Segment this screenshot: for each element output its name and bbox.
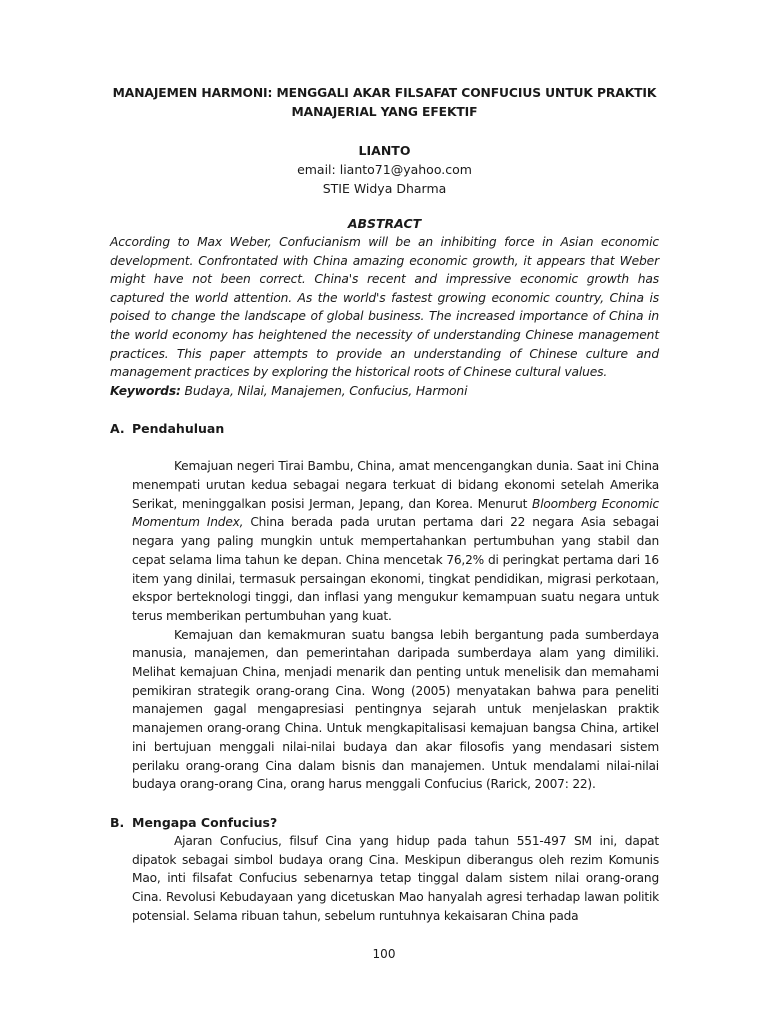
section-a-p1-italic: Bloomberg Economic Momentum Index, (132, 496, 659, 530)
keywords-label: Keywords: (110, 383, 181, 398)
paper-page (110, 84, 659, 926)
title-line-1: MANAJEMEN HARMONI: MENGGALI AKAR FILSAFAT CONFUCIUS UNTUK PRAKTIK (112, 86, 657, 100)
author-affiliation: STIE Widya Dharma (322, 181, 447, 196)
section-a-paragraph-1 (132, 457, 659, 625)
section-b-paragraph-1: Ajaran Confucius, filsuf Cina yang hidup pada tahun 551-497 SM ini, dapat dipatok sebagai simbol budaya orang Cina. Meskipun diberangus oleh rezim Komunis Mao, inti filsafat Confucius sebenarnya tetap tinggal dalam sistem nilai orang-orang Cina. Revolusi Kebudayaan yang dicetuskan Mao hanyalah agresi terhadap lawan politik potensial. Selama ribuan tahun, sebelum runtuhnya kekaisaran China pada (132, 834, 659, 923)
section-a-title: Pendahuluan (132, 421, 225, 437)
page-number: 100 (372, 947, 396, 961)
author-name: LIANTO (358, 143, 411, 158)
keywords-line (110, 382, 659, 401)
section-b-title: Mengapa Confucius? (132, 815, 278, 830)
abstract-heading: ABSTRACT (347, 216, 422, 231)
section-a-heading (110, 419, 659, 438)
title-line-2: MANAJERIAL YANG EFEKTIF (291, 105, 478, 119)
abstract-text: According to Max Weber, Confucianism will be an inhibiting force in Asian economic development. Confrontated with China amazing economic growth, it appears that Weber might have not been correct. China's recent and impressive economic growth has captured the world attention. As the world's fastest growing economic country, China is poised to change the landscape of global business. The increased importance of China in the world economy has heightened the necessity of understanding Chinese management practices. This paper attempts to provide an understanding of Chinese culture and management practices by exploring the historical roots of Chinese cultural values. (110, 235, 659, 380)
section-b-heading (110, 813, 659, 832)
section-a-p1-text-2: China berada pada urutan pertama dari 22 negara Asia sebagai negara yang paling mungkin untuk mempertahankan pertumbuhan yang stabil dan cepat selama lima tahun ke depan. China mencetak 76,2% di peringkat pertama dari 16 item yang dinilai, termasuk persaingan ekonomi, tingkat pendidikan, migrasi perkotaan, ekspor berteknologi tinggi, dan inflasi yang mengukur kemampuan suatu negara untuk terus memberikan pertumbuhan yang kuat. (132, 515, 659, 623)
section-a-p1-text-1: Kemajuan negeri Tirai Bambu, China, amat mencengangkan dunia. Saat ini China menempati urutan kedua sebagai negara terkuat di bidang ekonomi setelah Amerika Serikat, meninggalkan posisi Jerman, Jepang, dan Korea. Menurut (132, 459, 659, 511)
section-a-paragraph-2: Kemajuan dan kemakmuran suatu bangsa lebih bergantung pada sumberdaya manusia, manajemen, dan pemerintahan daripada sumberdaya alam yang dimiliki. Melihat kemajuan China, menjadi menarik dan penting untuk menelisik dan memahami pemikiran strategik orang-orang Cina. Wong (2005) menyatakan bahwa para peneliti manajemen gagal mengapresiasi pentingnya sejarah untuk menjelaskan praktik manajemen orang-orang China. Untuk mengkapitalisasi kemajuan bangsa China, artikel ini bertujuan menggali nilai-nilai budaya dan akar filosofis yang mendasari sistem perilaku orang-orang Cina dalam bisnis dan manajemen. Untuk mendalami nilai-nilai budaya orang-orang Cina, orang harus menggali Confucius (Rarick, 2007: 22). (132, 627, 659, 792)
section-b-number: B. (110, 815, 125, 830)
paper-title (110, 84, 659, 122)
author-email: email: lianto71@yahoo.com (297, 162, 472, 177)
section-a-number: A. (110, 421, 125, 437)
keywords-list: Budaya, Nilai, Manajemen, Confucius, Harmoni (184, 383, 468, 398)
